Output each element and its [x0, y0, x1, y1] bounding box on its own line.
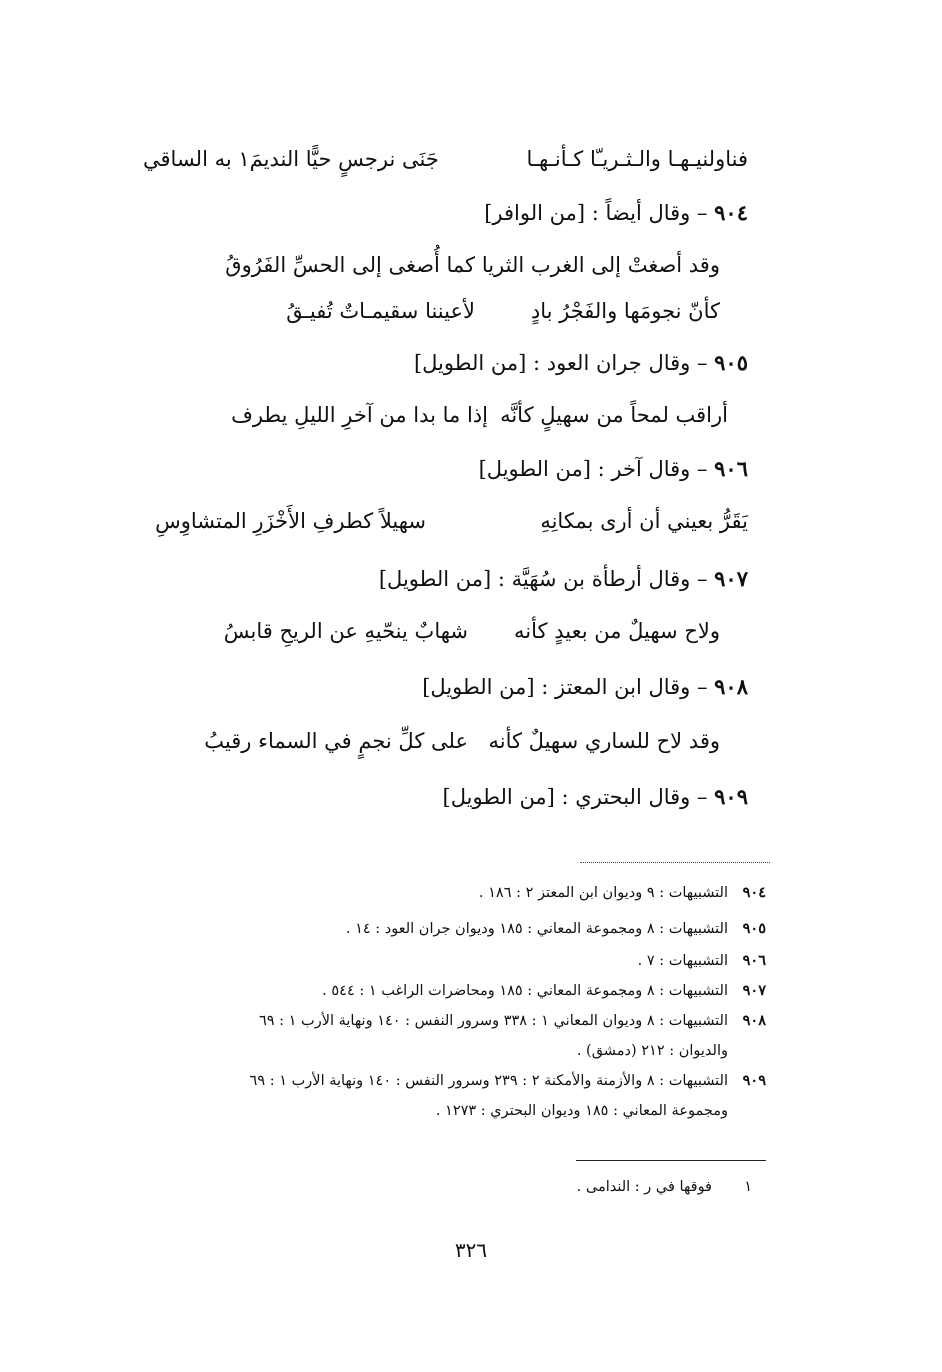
source-note-number: ٩٠٥	[742, 920, 766, 937]
source-note-text: والديوان : ٢١٢ (دمشق) .	[576, 1043, 728, 1059]
source-note	[259, 1010, 766, 1032]
source-note-text: ومجموعة المعاني : ١٨٥ وديوان البحتري : ١٢٧٣ .	[435, 1103, 728, 1119]
verse-hemistich-right: فناولنيـهـا والـثـريـّا كـأنـهـا	[526, 147, 748, 171]
footnote-number: ١	[744, 1179, 752, 1195]
source-note-text: التشبيهات : ٩ وديوان ابن المعتز ٢ : ١٨٦ .	[478, 885, 728, 901]
entry-heading-text: – وقال آخر : [من الطويل]	[478, 457, 715, 481]
footnote	[577, 1176, 752, 1198]
verse-hemistich-right: وقد أصغتْ إلى الغرب الثريا	[481, 253, 720, 277]
verse-hemistich-left: إذا ما بدا من آخرِ الليلِ يطرف	[231, 403, 488, 427]
source-note-number: ٩٠٩	[742, 1072, 766, 1089]
verse-hemistich-right: أراقب لمحاً من سهيلٍ كأنَّه	[500, 403, 728, 427]
entry-heading	[479, 454, 748, 484]
source-note-text: التشبيهات : ٧ .	[637, 953, 728, 969]
source-note-text: التشبيهات : ٨ والأزمنة والأمكنة ٢ : ٢٣٩ وسرور النفس : ١٤٠ ونهاية الأرب ١ : ٦٩	[249, 1073, 728, 1089]
verse-hemistich-left: جَنَى نرجسٍ حيًّا النديمَ١ به الساقي	[143, 147, 439, 171]
verse-line	[180, 726, 720, 756]
entry-heading-text: – وقال أيضاً : [من الوافر]	[484, 201, 715, 225]
entry-number: ٩٠٧	[714, 566, 748, 591]
entry-heading	[443, 782, 748, 812]
page-number: ٣٢٦	[454, 1238, 488, 1262]
source-note-text: التشبيهات : ٨ وديوان المعاني ١ : ٣٣٨ وسرور النفس : ١٤٠ ونهاية الأرب ١ : ٦٩	[258, 1013, 728, 1029]
notes-separator	[580, 862, 770, 863]
verse-hemistich-left: كما أُصغى إلى الحسِّ الفَرُوقُ	[225, 253, 475, 277]
entry-number: ٩٠٦	[714, 456, 748, 481]
source-note-number: ٩٠٦	[742, 952, 766, 969]
source-note	[479, 882, 766, 904]
entry-heading	[414, 348, 748, 378]
footnote-text: فوقها في ر : الندامى .	[576, 1179, 712, 1195]
verse-hemistich-right: يَقَرُّ بعيني أن أرى بمكانِهِ	[540, 509, 748, 533]
entry-heading	[379, 564, 748, 594]
verse-hemistich-right: ولاح سهيلٌ من بعيدٍ كأنه	[514, 619, 720, 643]
source-note-number: ٩٠٧	[742, 982, 766, 999]
verse-line	[143, 144, 748, 174]
source-note	[322, 980, 766, 1002]
entry-heading-text: – وقال أرطأة بن سُهَيَّة : [من الطويل]	[378, 567, 715, 591]
verse-line	[160, 616, 720, 646]
source-note-continuation	[436, 1100, 728, 1122]
entry-heading	[484, 198, 748, 228]
source-note	[250, 1070, 766, 1092]
entry-heading-text: – وقال ابن المعتز : [من الطويل]	[422, 675, 715, 699]
verse-line	[180, 296, 720, 326]
source-note-number: ٩٠٤	[742, 884, 766, 901]
verse-hemistich-left: شهابٌ ينحّيهِ عن الريحِ قابسُ	[223, 619, 468, 643]
entry-heading-text: – وقال البحتري : [من الطويل]	[442, 785, 715, 809]
source-note	[638, 950, 766, 972]
verse-hemistich-left: على كلِّ نجمٍ في السماء رقيبُ	[204, 729, 468, 753]
entry-number: ٩٠٩	[714, 784, 748, 809]
entry-number: ٩٠٥	[714, 350, 748, 375]
verse-line	[180, 250, 720, 280]
verse-line	[128, 506, 748, 536]
source-note-text: التشبيهات : ٨ ومجموعة المعاني : ١٨٥ ومحاضرات الراغب ١ : ٥٤٤ .	[322, 983, 728, 999]
source-note-number: ٩٠٨	[742, 1012, 766, 1029]
source-note-text: التشبيهات : ٨ ومجموعة المعاني : ١٨٥ وديوان جران العود : ١٤ .	[345, 921, 728, 937]
entry-heading	[422, 672, 748, 702]
entry-number: ٩٠٤	[714, 200, 748, 225]
source-note-continuation	[577, 1040, 728, 1062]
verse-line	[168, 400, 728, 430]
verse-hemistich-left: لأعيننا سقيمـاتٌ تُفيـقُ	[286, 299, 475, 323]
source-note	[346, 918, 766, 940]
entry-number: ٩٠٨	[714, 674, 748, 699]
entry-heading-text: – وقال جران العود : [من الطويل]	[413, 351, 715, 375]
verse-hemistich-right: كأنّ نجومَها والفَجْرُ بادٍ	[530, 299, 720, 323]
verse-hemistich-right: وقد لاح للساري سهيلٌ كأنه	[488, 729, 720, 753]
footnote-separator	[576, 1160, 766, 1161]
verse-hemistich-left: سهيلاً كطرفِ الأَخْزَرِ المتشاوِسِ	[155, 509, 426, 533]
